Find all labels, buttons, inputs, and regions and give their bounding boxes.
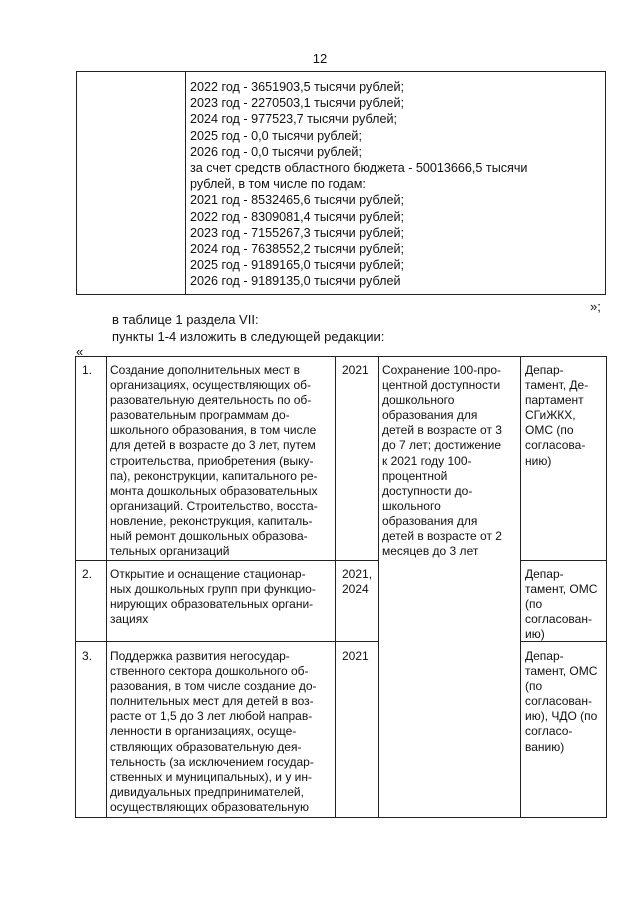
closing-quote: »;: [590, 299, 601, 314]
text-line: согласова-: [525, 438, 586, 453]
instruction-line-2: пункты 1-4 изложить в следующей редакции:: [112, 329, 385, 344]
expected-result: [382, 363, 518, 559]
text-line: ственного сектора дошкольного об-: [110, 664, 309, 679]
text-line: Поддержка развития негосудар-: [110, 649, 290, 663]
text-line: Депар-: [525, 567, 564, 581]
text-line: нирующих образовательных органи-: [110, 597, 314, 612]
responsible-party: [525, 363, 605, 469]
row-divider: [520, 560, 606, 561]
text-line: согласо-: [525, 724, 573, 739]
text-line: разовательную деятельность по об-: [110, 393, 312, 408]
text-line: разования, в том числе создание до-: [110, 679, 317, 694]
text-line: осуществляющих образовательную: [110, 799, 310, 814]
text-line: Сохранение 100-про-: [382, 363, 502, 377]
year-line: 2021: [342, 363, 369, 377]
text-line: месяцев до 3 лет: [382, 544, 479, 559]
year-line: 2021: [342, 649, 369, 663]
row-number: 3.: [82, 649, 93, 663]
measure-years: [342, 363, 376, 378]
row-number: 2.: [82, 567, 93, 581]
opening-quote: «: [76, 344, 84, 359]
text-line: ных дошкольных групп при функцио-: [110, 582, 316, 597]
text-line: разовательным программам до-: [110, 408, 290, 423]
text-line: расте от 1,5 до 3 лет любой направ-: [110, 709, 313, 724]
text-line: процентной: [382, 468, 448, 483]
financing-line: за счет средств областного бюджета - 50013666,5 тысячи: [190, 161, 528, 176]
text-line: партамент: [525, 393, 584, 408]
text-line: ный ремонт дошкольных образова-: [110, 529, 308, 544]
text-line: тамент, Де-: [525, 378, 589, 393]
text-line: тамент, ОМС: [525, 664, 598, 679]
text-line: ленности в организациях, осуще-: [110, 724, 297, 739]
text-line: Открытие и оснащение стационар-: [110, 567, 306, 581]
text-line: до 7 лет; достижение: [382, 438, 502, 453]
text-line: (по: [525, 597, 543, 612]
row-divider: [76, 560, 378, 561]
responsible-party: [525, 567, 605, 642]
text-line: (по: [525, 679, 543, 694]
text-line: Депар-: [525, 649, 564, 663]
text-line: для детей в возрасте до 3 лет, путем: [110, 438, 316, 453]
text-line: ственных и муниципальных), и у ин-: [110, 769, 312, 784]
text-line: новление, реконструкция, капиталь-: [110, 513, 313, 528]
text-line: школьного: [382, 498, 441, 513]
text-line: образования для: [382, 408, 478, 423]
text-line: полнительных мест для детей в воз-: [110, 694, 314, 709]
measures-table: [75, 356, 607, 818]
measure-description: [110, 363, 332, 559]
column-divider: [106, 357, 107, 817]
financing-line: 2025 год - 9189165,0 тысячи рублей;: [190, 258, 404, 273]
financing-line: 2026 год - 9189135,0 тысячи рублей: [190, 274, 401, 289]
text-line: Депар-: [525, 363, 564, 377]
text-line: организаций. Строительство, восста-: [110, 498, 318, 513]
text-line: СГиЖКХ,: [525, 408, 576, 423]
text-line: ствляющих образовательную дея-: [110, 739, 302, 754]
text-line: дошкольного: [382, 393, 455, 408]
financing-line: 2021 год - 8532465,6 тысячи рублей;: [190, 193, 404, 208]
text-line: нию): [525, 453, 552, 468]
text-line: согласован-: [525, 612, 592, 627]
text-line: строительства, приобретения (выку-: [110, 453, 314, 468]
text-line: па), реконструкции, капитального ре-: [110, 468, 318, 483]
instruction-line-1: в таблице 1 раздела VII:: [112, 312, 259, 327]
responsible-party: [525, 649, 605, 755]
text-line: дивидуальных предпринимателей,: [110, 784, 304, 799]
financing-line: 2025 год - 0,0 тысячи рублей;: [190, 128, 362, 143]
measure-years: [342, 567, 376, 597]
text-line: Создание дополнительных мест в: [110, 363, 300, 377]
column-divider: [520, 357, 521, 817]
text-line: ию): [525, 627, 545, 642]
financing-line: рублей, в том числе по годам:: [190, 177, 366, 192]
financing-line: 2022 год - 8309081,4 тысячи рублей;: [190, 209, 404, 224]
text-line: тельных организаций: [110, 544, 230, 559]
financing-text: [190, 79, 597, 290]
financing-line: 2023 год - 2270503,1 тысячи рублей;: [190, 96, 404, 111]
text-line: доступности до-: [382, 483, 473, 498]
text-line: образования для: [382, 513, 478, 528]
text-line: монта дошкольных образовательных: [110, 483, 318, 498]
financing-line: 2026 год - 0,0 тысячи рублей;: [190, 144, 362, 159]
financing-line: 2024 год - 977523,7 тысячи рублей;: [190, 112, 397, 127]
text-line: ию), ЧДО (по: [525, 709, 598, 724]
text-line: согласован-: [525, 694, 592, 709]
text-line: организациях, осуществляющих об-: [110, 378, 312, 393]
text-line: детей в возрасте от 2: [382, 529, 502, 544]
page-number: 12: [312, 51, 328, 66]
financing-table: [76, 71, 606, 295]
year-line: 2021,: [342, 567, 373, 581]
year-line: 2024: [342, 582, 369, 597]
text-line: тельность (за исключением государ-: [110, 754, 314, 769]
text-line: школьного образования, в том числе: [110, 423, 317, 438]
measure-description: [110, 567, 332, 627]
column-divider: [185, 72, 186, 294]
text-line: тамент, ОМС: [525, 582, 598, 597]
measure-years: [342, 649, 376, 664]
text-line: зациях: [110, 612, 149, 627]
row-divider: [76, 641, 378, 642]
text-line: к 2021 году 100-: [382, 453, 472, 468]
text-line: ОМС (по: [525, 423, 574, 438]
row-number: 1.: [82, 363, 93, 377]
financing-line: 2022 год - 3651903,5 тысячи рублей;: [190, 80, 404, 94]
column-divider: [335, 357, 336, 817]
text-line: центной доступности: [382, 378, 501, 393]
financing-line: 2023 год - 7155267,3 тысячи рублей;: [190, 225, 404, 240]
measure-description: [110, 649, 332, 815]
financing-line: 2024 год - 7638552,2 тысячи рублей;: [190, 242, 404, 257]
column-divider: [378, 357, 379, 817]
text-line: детей в возрасте от 3: [382, 423, 502, 438]
text-line: ванию): [525, 739, 565, 754]
